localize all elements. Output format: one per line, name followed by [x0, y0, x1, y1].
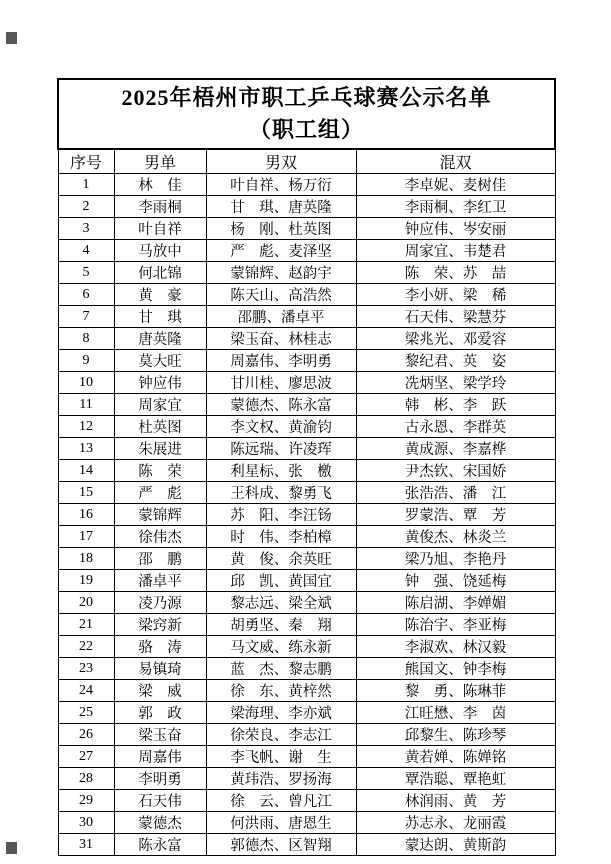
cell-mixed-doubles: 李淑欢、林汉毅 [356, 636, 555, 658]
cell-index: 4 [58, 240, 114, 262]
cell-mens-doubles: 梁玉奋、林桂志 [206, 328, 356, 350]
cell-mens-singles: 杜英图 [114, 416, 206, 438]
cell-mens-doubles: 蓝 杰、黎志鹏 [206, 658, 356, 680]
cell-mens-singles: 马放中 [114, 240, 206, 262]
table-row [58, 526, 555, 548]
cell-mens-singles: 何北锦 [114, 262, 206, 284]
cell-mens-singles: 陈永富 [114, 834, 206, 856]
cell-index: 28 [58, 768, 114, 790]
cell-mens-singles: 李雨桐 [114, 196, 206, 218]
title-row [58, 79, 555, 149]
cell-mens-doubles: 徐 云、曾凡江 [206, 790, 356, 812]
cell-mixed-doubles: 韩 彬、李 跃 [356, 394, 555, 416]
cell-mens-doubles: 梁海理、李亦斌 [206, 702, 356, 724]
cell-mens-singles: 陈 荣 [114, 460, 206, 482]
cell-mens-singles: 唐英隆 [114, 328, 206, 350]
cell-mens-singles: 叶自祥 [114, 218, 206, 240]
cell-index: 9 [58, 350, 114, 372]
table-row [58, 460, 555, 482]
cell-mens-doubles: 胡勇坚、秦 翔 [206, 614, 356, 636]
cell-mens-singles: 李明勇 [114, 768, 206, 790]
cell-mens-doubles: 严 彪、麦泽坚 [206, 240, 356, 262]
cell-index: 21 [58, 614, 114, 636]
cell-mens-singles: 黄 豪 [114, 284, 206, 306]
cell-index: 11 [58, 394, 114, 416]
cell-index: 1 [58, 174, 114, 196]
col-header-mens-singles: 男单 [114, 149, 206, 174]
cell-mens-doubles: 蒙锦辉、赵韵宇 [206, 262, 356, 284]
cell-mens-doubles: 李文权、黄渝钧 [206, 416, 356, 438]
table-row [58, 812, 555, 834]
cell-mixed-doubles: 石天伟、梁慧芬 [356, 306, 555, 328]
cell-index: 17 [58, 526, 114, 548]
cell-mens-singles: 蒙锦辉 [114, 504, 206, 526]
cell-mixed-doubles: 黄成源、李嘉桦 [356, 438, 555, 460]
cell-mens-doubles: 甘 琪、唐英隆 [206, 196, 356, 218]
col-header-index: 序号 [58, 149, 114, 174]
cell-mens-singles: 林 佳 [114, 174, 206, 196]
table-row [58, 218, 555, 240]
scan-artifact-top-left [6, 32, 17, 44]
cell-mixed-doubles: 张浩浩、潘 江 [356, 482, 555, 504]
table-row [58, 284, 555, 306]
cell-mixed-doubles: 黄俊杰、林炎兰 [356, 526, 555, 548]
cell-mens-doubles: 蒙德杰、陈永富 [206, 394, 356, 416]
cell-mixed-doubles: 尹杰钦、宋国娇 [356, 460, 555, 482]
cell-mixed-doubles: 陈启湖、李婵媚 [356, 592, 555, 614]
cell-mixed-doubles: 梁兆光、邓爱容 [356, 328, 555, 350]
cell-mens-doubles: 叶自祥、杨万衍 [206, 174, 356, 196]
table-row [58, 614, 555, 636]
cell-mens-doubles: 利星标、张 檄 [206, 460, 356, 482]
cell-mixed-doubles: 蒙达朗、黄斯韵 [356, 834, 555, 856]
cell-mens-doubles: 郭德杰、区智翔 [206, 834, 356, 856]
col-header-mens-doubles: 男双 [206, 149, 356, 174]
table-row [58, 548, 555, 570]
table-row [58, 438, 555, 460]
cell-mixed-doubles: 钟 强、饶延梅 [356, 570, 555, 592]
cell-mens-singles: 易镇琦 [114, 658, 206, 680]
cell-mens-singles: 莫大旺 [114, 350, 206, 372]
cell-index: 31 [58, 834, 114, 856]
cell-index: 24 [58, 680, 114, 702]
cell-mens-doubles: 徐 东、黄梓然 [206, 680, 356, 702]
cell-mixed-doubles: 黎 勇、陈琳菲 [356, 680, 555, 702]
cell-index: 15 [58, 482, 114, 504]
cell-index: 23 [58, 658, 114, 680]
table-row [58, 746, 555, 768]
cell-mens-doubles: 邱 凯、黄国宜 [206, 570, 356, 592]
cell-mens-doubles: 杨 刚、杜英图 [206, 218, 356, 240]
cell-mixed-doubles: 李雨桐、李红卫 [356, 196, 555, 218]
cell-index: 25 [58, 702, 114, 724]
table-row [58, 240, 555, 262]
table-row [58, 482, 555, 504]
cell-mixed-doubles: 钟应伟、岑安丽 [356, 218, 555, 240]
cell-index: 2 [58, 196, 114, 218]
cell-mens-doubles: 甘川桂、廖思波 [206, 372, 356, 394]
cell-mens-doubles: 邵鹏、潘卓平 [206, 306, 356, 328]
table-row [58, 416, 555, 438]
table-row [58, 394, 555, 416]
cell-mens-doubles: 徐荣良、李志江 [206, 724, 356, 746]
cell-index: 7 [58, 306, 114, 328]
table-row [58, 834, 555, 856]
cell-index: 5 [58, 262, 114, 284]
cell-index: 18 [58, 548, 114, 570]
table-row [58, 174, 555, 196]
roster-table [57, 78, 556, 856]
table-row [58, 592, 555, 614]
table-row [58, 724, 555, 746]
cell-index: 8 [58, 328, 114, 350]
table-row [58, 680, 555, 702]
col-header-mixed-doubles: 混双 [356, 149, 555, 174]
cell-mens-singles: 蒙德杰 [114, 812, 206, 834]
cell-mens-singles: 周家宜 [114, 394, 206, 416]
cell-mens-doubles: 王科成、黎勇飞 [206, 482, 356, 504]
table-row [58, 570, 555, 592]
title-line-2: （职工组） [249, 117, 365, 142]
cell-index: 19 [58, 570, 114, 592]
table-row [58, 196, 555, 218]
cell-mens-doubles: 黄玮浩、罗扬海 [206, 768, 356, 790]
cell-mixed-doubles: 李卓妮、麦树佳 [356, 174, 555, 196]
cell-mens-singles: 凌乃源 [114, 592, 206, 614]
cell-mens-singles: 潘卓平 [114, 570, 206, 592]
table-row [58, 702, 555, 724]
table-row [58, 658, 555, 680]
table-row [58, 768, 555, 790]
table-row [58, 262, 555, 284]
cell-mens-singles: 周嘉伟 [114, 746, 206, 768]
cell-mens-doubles: 黎志远、梁全斌 [206, 592, 356, 614]
cell-mixed-doubles: 熊国文、钟李梅 [356, 658, 555, 680]
cell-mens-doubles: 李飞帆、谢 生 [206, 746, 356, 768]
cell-mens-singles: 邵 鹏 [114, 548, 206, 570]
cell-index: 26 [58, 724, 114, 746]
cell-mixed-doubles: 陈 荣、苏 喆 [356, 262, 555, 284]
table-row [58, 504, 555, 526]
cell-mens-singles: 朱展进 [114, 438, 206, 460]
cell-index: 29 [58, 790, 114, 812]
cell-mixed-doubles: 冼炳坚、梁学玲 [356, 372, 555, 394]
cell-index: 10 [58, 372, 114, 394]
cell-mens-doubles: 马文威、练永新 [206, 636, 356, 658]
cell-mens-singles: 石天伟 [114, 790, 206, 812]
cell-index: 27 [58, 746, 114, 768]
cell-index: 13 [58, 438, 114, 460]
scan-artifact-bottom-left [6, 842, 17, 854]
cell-mens-singles: 徐伟杰 [114, 526, 206, 548]
table-row [58, 328, 555, 350]
cell-mixed-doubles: 苏志永、龙丽霞 [356, 812, 555, 834]
column-header-row [58, 149, 555, 174]
cell-mixed-doubles: 李小妍、梁 稀 [356, 284, 555, 306]
cell-index: 16 [58, 504, 114, 526]
cell-index: 22 [58, 636, 114, 658]
cell-index: 20 [58, 592, 114, 614]
cell-index: 30 [58, 812, 114, 834]
cell-mens-singles: 郭 政 [114, 702, 206, 724]
cell-mixed-doubles: 古永恩、李群英 [356, 416, 555, 438]
cell-mens-singles: 严 彪 [114, 482, 206, 504]
cell-index: 14 [58, 460, 114, 482]
table-row [58, 372, 555, 394]
cell-index: 3 [58, 218, 114, 240]
cell-mixed-doubles: 梁乃旭、李艳丹 [356, 548, 555, 570]
cell-mens-singles: 甘 琪 [114, 306, 206, 328]
table-row [58, 790, 555, 812]
cell-mixed-doubles: 覃浩聪、覃艳虹 [356, 768, 555, 790]
cell-mens-doubles: 陈远瑞、许凌珲 [206, 438, 356, 460]
cell-mens-doubles: 周嘉伟、李明勇 [206, 350, 356, 372]
cell-mens-doubles: 黄 俊、余英旺 [206, 548, 356, 570]
cell-mixed-doubles: 邱黎生、陈珍琴 [356, 724, 555, 746]
cell-mens-doubles: 何洪雨、唐恩生 [206, 812, 356, 834]
cell-index: 6 [58, 284, 114, 306]
cell-mixed-doubles: 周家宜、韦楚君 [356, 240, 555, 262]
table-row [58, 306, 555, 328]
table-body [58, 174, 555, 856]
page-title [58, 79, 555, 149]
table-row [58, 636, 555, 658]
cell-mens-singles: 骆 涛 [114, 636, 206, 658]
title-line-1: 2025年梧州市职工乒乓球赛公示名单 [121, 85, 492, 111]
cell-mens-singles: 钟应伟 [114, 372, 206, 394]
cell-mixed-doubles: 陈治宇、李亚梅 [356, 614, 555, 636]
cell-mens-doubles: 苏 阳、李汪钖 [206, 504, 356, 526]
cell-mens-singles: 梁窍新 [114, 614, 206, 636]
cell-mens-singles: 梁玉奋 [114, 724, 206, 746]
cell-mixed-doubles: 江旺懋、李 茵 [356, 702, 555, 724]
cell-mens-doubles: 时 伟、李柏樟 [206, 526, 356, 548]
cell-mens-singles: 梁 威 [114, 680, 206, 702]
cell-mixed-doubles: 林润雨、黄 芳 [356, 790, 555, 812]
cell-mixed-doubles: 黎纪君、英 姿 [356, 350, 555, 372]
cell-index: 12 [58, 416, 114, 438]
cell-mens-doubles: 陈天山、高浩然 [206, 284, 356, 306]
cell-mixed-doubles: 罗蒙浩、覃 芳 [356, 504, 555, 526]
table-row [58, 350, 555, 372]
cell-mixed-doubles: 黄若婵、陈婵铭 [356, 746, 555, 768]
